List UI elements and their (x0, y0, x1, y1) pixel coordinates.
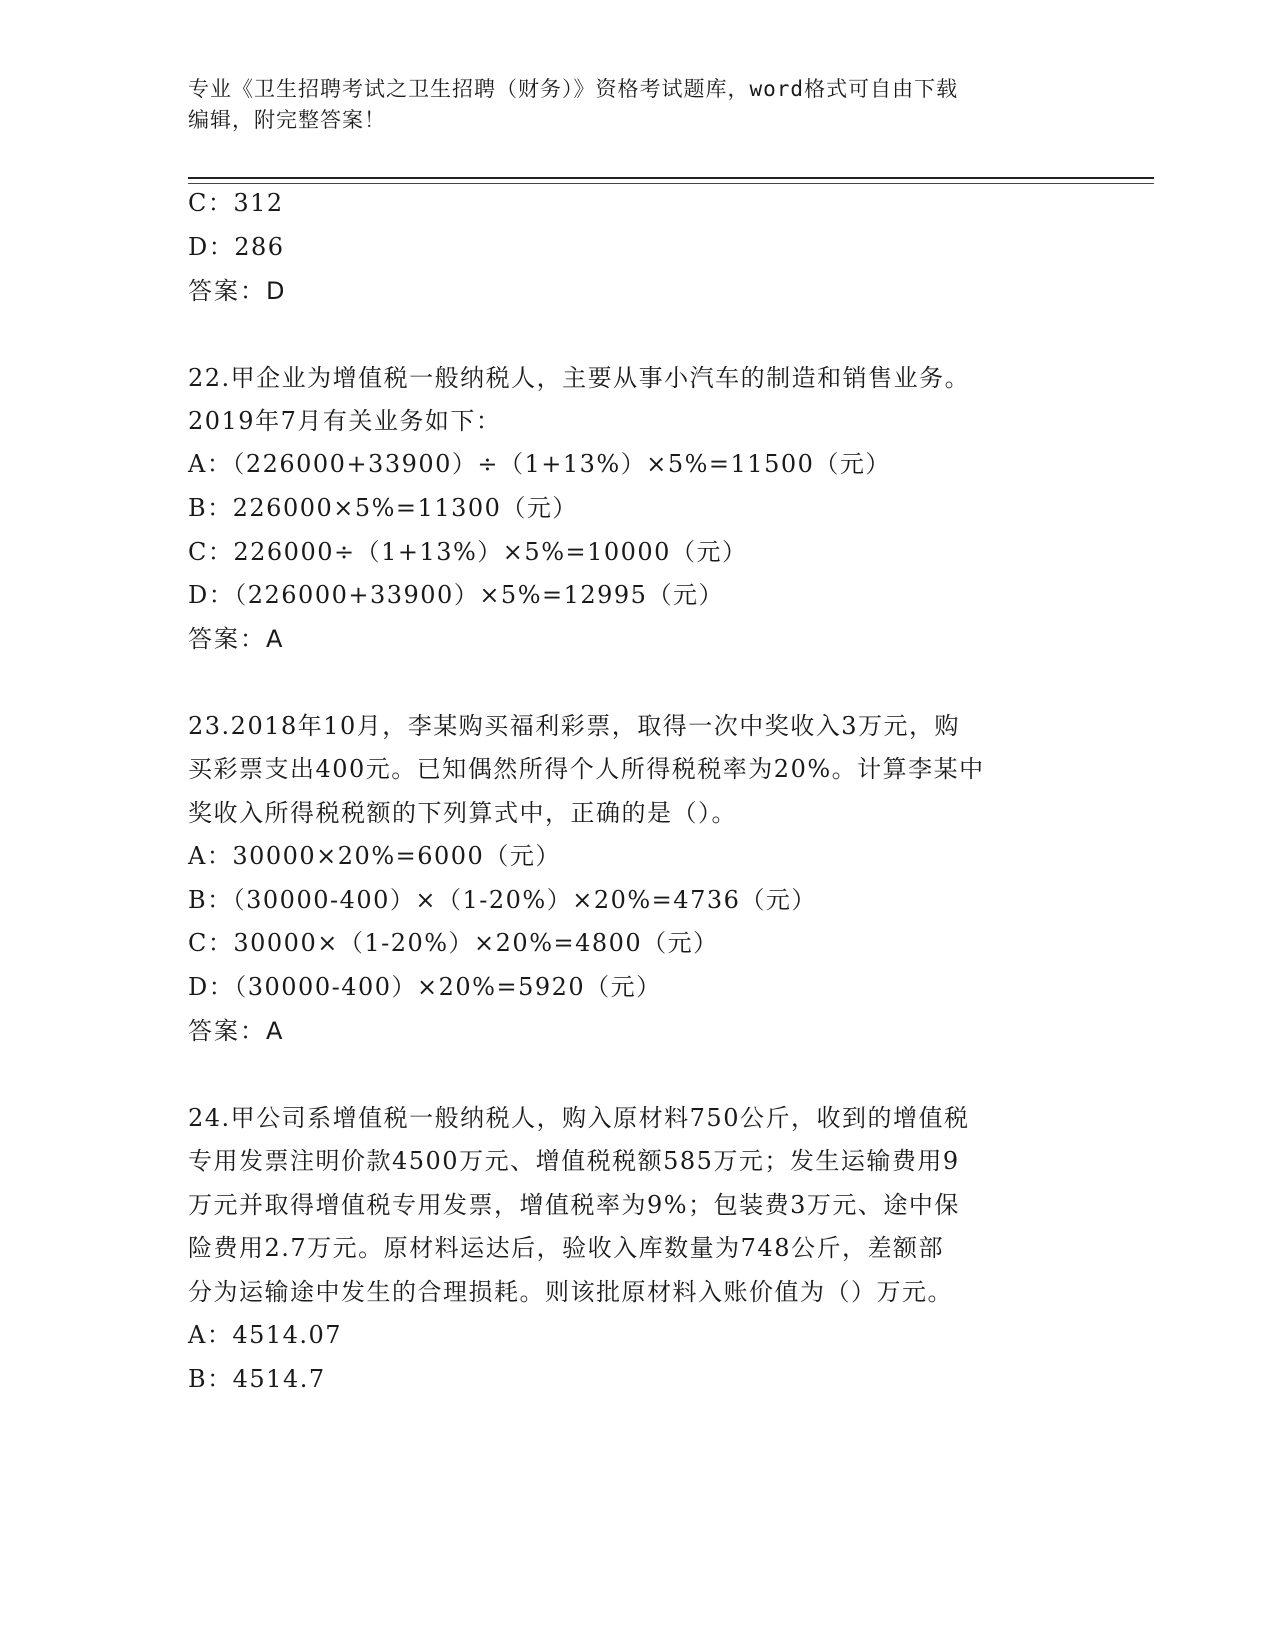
question-24-text: 分为运输途中发生的合理损耗。则该批原材料入账价值为（）万元。 (188, 1278, 953, 1306)
question-22-text: 22.甲企业为增值税一般纳税人，主要从事小汽车的制造和销售业务。 (188, 364, 971, 392)
option-b: B：4514.7 (188, 1365, 326, 1393)
question-24-text: 专用发票注明价款4500万元、增值税税额585万元；发生运输费用9 (188, 1147, 960, 1175)
answer-line: 答案：A (188, 625, 285, 653)
option-c: C：312 (188, 189, 284, 217)
option-b: B：（30000-400）×（1-20%）×20%=4736（元） (188, 886, 817, 914)
option-c: C：226000÷（1+13%）×5%=10000（元） (188, 538, 748, 566)
header-divider (188, 177, 1154, 179)
question-23-text: 买彩票支出400元。已知偶然所得个人所得税税率为20%。计算李某中 (188, 755, 985, 783)
option-d: D：（226000+33900）×5%=12995（元） (188, 581, 724, 609)
header-line-2: 编辑，附完整答案！ (188, 108, 386, 132)
header-line-1: 专业《卫生招聘考试之卫生招聘（财务）》资格考试题库，word格式可自由下载 (188, 77, 959, 101)
question-24-text: 24.甲公司系增值税一般纳税人，购入原材料750公斤，收到的增值税 (188, 1104, 970, 1132)
question-23-text: 奖收入所得税税额的下列算式中，正确的是（）。 (188, 799, 737, 827)
answer-line: 答案：A (188, 1017, 285, 1045)
option-a: A：30000×20%=6000（元） (188, 842, 561, 870)
option-a: A：4514.07 (188, 1321, 343, 1349)
option-c: C：30000×（1-20%）×20%=4800（元） (188, 929, 719, 957)
option-d: D：（30000-400）×20%=5920（元） (188, 973, 662, 1001)
answer-line: 答案：D (188, 277, 287, 305)
page-header (188, 74, 1088, 136)
question-24-text: 险费用2.7万元。原材料运达后，验收入库数量为748公斤，差额部 (188, 1234, 944, 1262)
question-23-text: 23.2018年10月，李某购买福利彩票，取得一次中奖收入3万元，购 (188, 712, 961, 740)
option-a: A：（226000+33900）÷（1+13%）×5%=11500（元） (188, 450, 891, 478)
header-divider-thin (188, 183, 1154, 184)
question-24-text: 万元并取得增值税专用发票，增值税率为9%；包装费3万元、途中保 (188, 1191, 960, 1219)
option-b: B：226000×5%=11300（元） (188, 494, 578, 522)
option-d: D：286 (188, 233, 285, 261)
question-22-text: 2019年7月有关业务如下： (188, 407, 502, 435)
